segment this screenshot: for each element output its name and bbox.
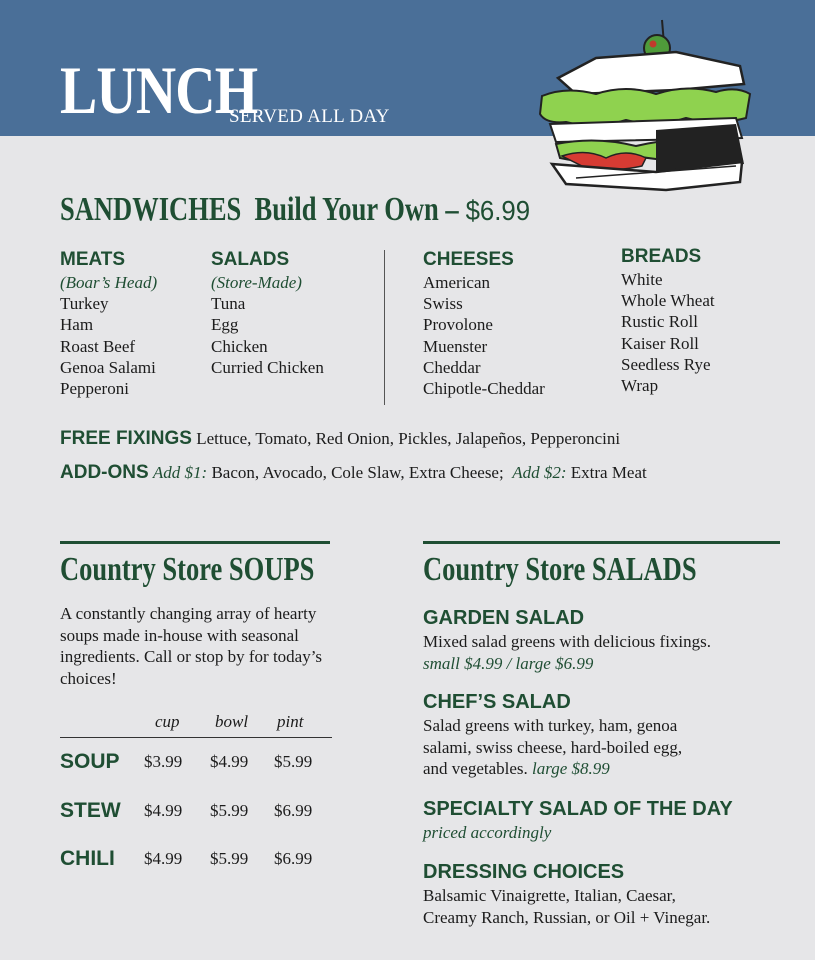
price-cell: $5.99 bbox=[210, 849, 249, 868]
price-cell: $5.99 bbox=[210, 801, 249, 820]
chefs-salad-price: large $8.99 bbox=[532, 759, 610, 778]
cheese-item: American bbox=[423, 273, 491, 292]
specialty-salad-title: SPECIALTY SALAD OF THE DAY bbox=[423, 798, 733, 820]
bread-item: White bbox=[621, 270, 663, 289]
add-two-dollar-text: Extra Meat bbox=[570, 463, 647, 482]
chefs-salad-description-line: and vegetables. bbox=[423, 759, 528, 778]
table-row bbox=[60, 755, 332, 822]
column-divider bbox=[384, 250, 385, 405]
meats-column bbox=[60, 248, 157, 399]
specialty-salad-note: priced accordingly bbox=[423, 823, 552, 842]
add-two-dollar-label: Add $2: bbox=[512, 463, 567, 482]
price-cell: $4.99 bbox=[144, 849, 183, 868]
meat-item: Roast Beef bbox=[60, 336, 136, 356]
salad-filling-item: Chicken bbox=[211, 336, 268, 356]
sandwiches-heading bbox=[60, 188, 530, 233]
price-cell: $4.99 bbox=[210, 752, 249, 771]
bread-item: Rustic Roll bbox=[621, 312, 698, 332]
meat-item: Pepperoni bbox=[60, 379, 129, 399]
breads-heading: BREADS bbox=[621, 246, 702, 267]
table-row bbox=[60, 706, 332, 773]
chefs-salad-description-line: salami, swiss cheese, hard-boiled egg, bbox=[423, 737, 683, 757]
chefs-salad-item bbox=[423, 690, 793, 780]
soups-rule bbox=[60, 541, 330, 544]
cheese-item: Provolone bbox=[423, 315, 493, 335]
page-title: LUNCH bbox=[60, 52, 258, 128]
column-pint: pint bbox=[277, 712, 304, 731]
cheese-item: Muenster bbox=[423, 336, 488, 356]
soups-description: A constantly changing array of hearty soups made in-house with seasonal ingredients. Call or stop by for today’s choices! bbox=[60, 604, 323, 688]
price-cell: $6.99 bbox=[274, 849, 313, 868]
meat-item: Turkey bbox=[60, 294, 109, 314]
free-fixings-label: FREE FIXINGS bbox=[60, 428, 192, 449]
chefs-salad-description-line: Salad greens with turkey, ham, genoa bbox=[423, 716, 678, 735]
soups-heading: Country Store SOUPS bbox=[60, 551, 315, 588]
price-cell: $4.99 bbox=[144, 801, 183, 820]
meat-item: Genoa Salami bbox=[60, 357, 156, 377]
sandwiches-title: SANDWICHES bbox=[60, 191, 242, 228]
add-ons-row bbox=[60, 462, 647, 484]
page-subtitle: SERVED ALL DAY bbox=[229, 106, 390, 127]
meat-item: Ham bbox=[60, 315, 94, 335]
garden-salad-description: Mixed salad greens with delicious fixings. bbox=[423, 632, 712, 651]
salad-filling-item: Tuna bbox=[211, 294, 246, 314]
breads-column bbox=[621, 245, 715, 396]
meats-heading: MEATS bbox=[60, 249, 126, 270]
add-one-dollar-label: Add $1: bbox=[152, 463, 208, 482]
cheeses-column bbox=[423, 248, 545, 399]
dressing-choices-item bbox=[423, 860, 793, 928]
free-fixings-text: Lettuce, Tomato, Red Onion, Pickles, Jalapeños, Pepperoncini bbox=[196, 429, 621, 448]
club-sandwich-illustration bbox=[536, 14, 758, 204]
sandwiches-price: $6.99 bbox=[465, 195, 530, 226]
add-ons-label: ADD-ONS bbox=[60, 462, 149, 483]
dressing-choices-line: Balsamic Vinaigrette, Italian, Caesar, bbox=[423, 886, 676, 905]
row-label-stew: STEW bbox=[60, 799, 121, 822]
dressing-choices-line: Creamy Ranch, Russian, or Oil + Vinegar. bbox=[423, 907, 711, 927]
garden-salad-price: small $4.99 / large $6.99 bbox=[423, 653, 594, 673]
column-cup: cup bbox=[155, 712, 180, 731]
free-fixings-row bbox=[60, 428, 620, 450]
price-cell: $5.99 bbox=[274, 752, 313, 771]
price-cell: $3.99 bbox=[144, 752, 183, 771]
price-cell: $6.99 bbox=[274, 801, 313, 820]
row-label-chili: CHILI bbox=[60, 847, 115, 870]
dressing-choices-title: DRESSING CHOICES bbox=[423, 861, 625, 883]
salads-column bbox=[211, 248, 324, 378]
cheese-item: Swiss bbox=[423, 294, 463, 314]
cheese-item: Chipotle-Cheddar bbox=[423, 379, 545, 399]
cheeses-heading: CHEESES bbox=[423, 249, 514, 270]
bread-item: Kaiser Roll bbox=[621, 333, 699, 353]
cheese-item: Cheddar bbox=[423, 357, 481, 377]
salads-heading: Country Store SALADS bbox=[423, 551, 697, 588]
specialty-salad-item bbox=[423, 797, 793, 844]
bread-item: Whole Wheat bbox=[621, 291, 715, 311]
table-row bbox=[60, 803, 332, 870]
row-label-soup: SOUP bbox=[60, 750, 120, 773]
salad-filling-item: Egg bbox=[211, 315, 239, 335]
bread-item: Seedless Rye bbox=[621, 354, 711, 374]
salads-note: (Store-Made) bbox=[211, 273, 302, 292]
garden-salad-item bbox=[423, 606, 793, 674]
sandwiches-dash: – bbox=[445, 191, 459, 228]
column-bowl: bowl bbox=[215, 712, 249, 731]
garden-salad-title: GARDEN SALAD bbox=[423, 607, 585, 629]
bread-item: Wrap bbox=[621, 376, 659, 396]
sandwiches-subtitle: Build Your Own bbox=[254, 191, 439, 228]
salad-filling-item: Curried Chicken bbox=[211, 357, 324, 377]
salads-rule bbox=[423, 541, 780, 544]
salads-heading: SALADS bbox=[211, 249, 290, 270]
chefs-salad-title: CHEF’S SALAD bbox=[423, 691, 571, 713]
add-one-dollar-text: Bacon, Avocado, Cole Slaw, Extra Cheese; bbox=[211, 463, 504, 482]
meats-note: (Boar’s Head) bbox=[60, 273, 158, 292]
